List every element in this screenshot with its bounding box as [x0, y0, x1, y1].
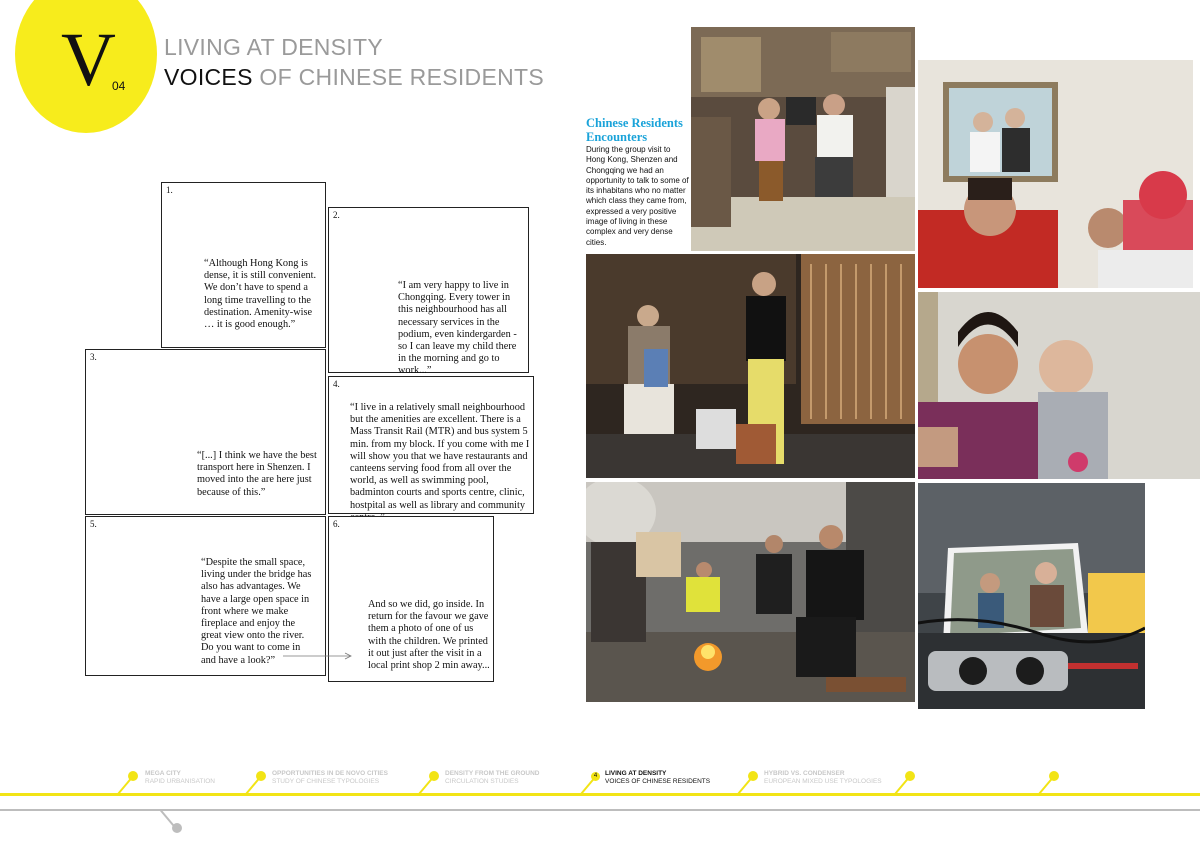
subtitle-light: OF CHINESE RESIDENTS: [252, 64, 545, 90]
chapter-letter: V: [61, 18, 116, 102]
quote-number: 1.: [166, 185, 173, 195]
timeline-item-sub: RAPID URBANISATION: [145, 778, 215, 785]
timeline-active-number: 4: [591, 772, 600, 781]
timeline-line: [0, 793, 1200, 796]
chapter-number: 04: [112, 79, 126, 93]
quote-number: 4.: [333, 379, 340, 389]
timeline-item-title: DENSITY FROM THE GROUND: [445, 770, 540, 777]
quote-box-2: [328, 207, 529, 377]
quote-number: 2.: [333, 210, 340, 220]
quote-number: 6.: [333, 519, 340, 529]
timeline-item-opportunities[interactable]: [272, 770, 388, 786]
quote-text: “I live in a relatively small neighbourhood but the amenities are excellent. There is a Mass Transit Rail (MTR) and bus system 5 min. from my block. If you come with me I will show you that we have restaurants and canteens serving food from all over the world, as well as swimming pool, badminton courts and sports centre, clinic, hostpital as well as library and community: [350, 402, 530, 511]
section-title: LIVING AT DENSITY: [164, 34, 383, 60]
grandmother-and-woman-at-shopfront-photo: [586, 254, 915, 478]
timeline-item-hybrid[interactable]: [764, 770, 882, 786]
timeline-item-living-at-density[interactable]: [605, 770, 710, 786]
printed-photo-on-desk-photo: [918, 483, 1145, 709]
quote-box-3: [85, 349, 326, 515]
quote-text: “[...] I think we have the best transport here in Shenzen. I moved into the are here just because of this.”: [197, 450, 317, 498]
timeline-item-sub: STUDY OF CHINESE TYPOLOGIES: [272, 778, 380, 785]
timeline-grey-node: [172, 823, 182, 833]
men-around-fire-photo: [586, 482, 915, 702]
timeline-item-mega-city[interactable]: [145, 770, 215, 786]
quote-text: “I am very happy to live in Chongqing. Every tower in this neighbourhood has all necessary services in the podium, even kindergarden - so I can leave my child there in the morning and go to work...”: [398, 280, 517, 377]
quote-number: 3.: [90, 352, 97, 362]
intro-body: During the group visit to Hong Kong, Shenzen and Chongqing we had an opportunity to talk to some of its inhabitans who no matter which class they came from, expressed a very positive image of living in these complex and very dense cities.: [586, 145, 689, 247]
timeline-item-density[interactable]: [445, 770, 540, 786]
intro-heading: Chinese Residents Encounters: [586, 116, 683, 144]
section-subtitle: [164, 64, 544, 91]
quote-box-1: [161, 182, 326, 348]
quote-box-4: [328, 376, 534, 514]
timeline-item-title: OPPORTUNITIES IN DE NOVO CITIES: [272, 770, 388, 777]
arrow-right-icon: [283, 652, 353, 660]
timeline-item-sub: CIRCULATION STUDIES: [445, 778, 519, 785]
subtitle-dark: VOICES: [164, 64, 253, 90]
quote-text: “Although Hong Kong is dense, it is still convenient. We don’t have to spend a long time travelling to the destination. Amenity-wise … it is good enough.”: [204, 258, 317, 331]
timeline-item-title: LIVING AT DENSITY: [605, 770, 667, 777]
mother-with-baby-photo: [918, 292, 1200, 479]
timeline-item-title: HYBRID VS. CONDENSER: [764, 770, 845, 777]
timeline-item-title: MEGA CITY: [145, 770, 181, 777]
quote-number: 5.: [90, 519, 97, 529]
quote-text: And so we did, go inside. In return for the favour we gave them a photo of one of us with the children. We printed it out just after the visit in a local print shop 2 min away...: [368, 599, 490, 672]
wedding-portrait-and-family-photo: [918, 60, 1193, 288]
quote-text: “Despite the small space, living under the bridge has also has advantages. We have a large open space in front where we make fireplace and enjoy the great view onto the river. Do you want to come in and have a look?”: [201, 557, 312, 666]
couple-in-apartment-photo: [691, 27, 915, 251]
timeline-base-line: [0, 809, 1200, 811]
timeline-item-sub: EUROPEAN MIXED USE TYPOLOGIES: [764, 778, 882, 785]
timeline-item-sub: VOICES OF CHINESE RESIDENTS: [605, 778, 711, 785]
